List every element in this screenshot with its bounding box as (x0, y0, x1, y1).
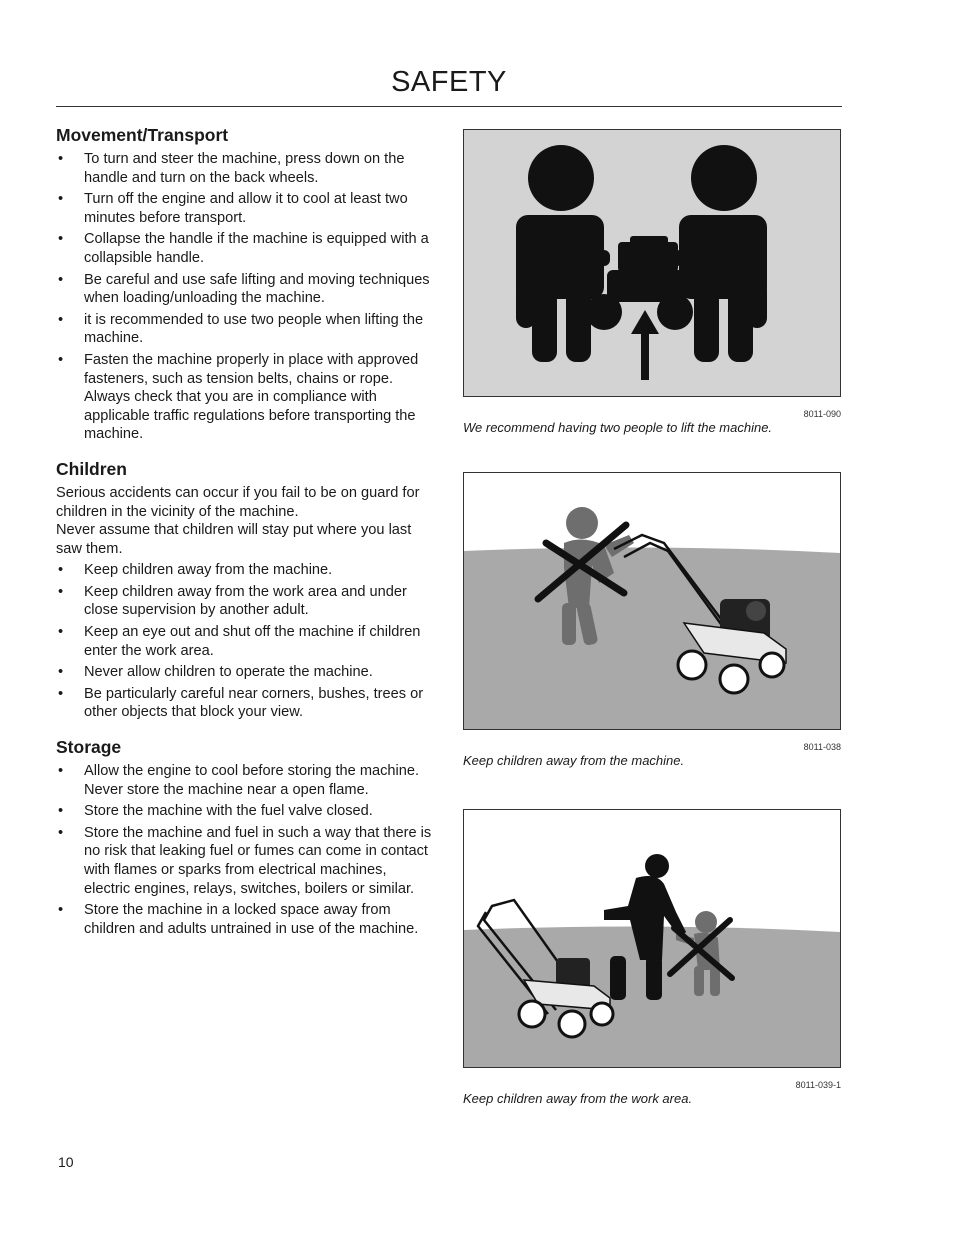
child-near-machine-illustration (464, 473, 840, 729)
bullet-marker: • (58, 311, 64, 328)
bullet-list (56, 561, 436, 722)
list-item-text: Fasten the machine properly in place with approved fasteners, such as tension belts, chains or rope. Always check that you are in compliance with applicable traffic regulations before transporting the machine. (84, 351, 419, 443)
figure-frame (463, 129, 841, 397)
list-item (56, 271, 436, 308)
bullet-marker: • (58, 351, 64, 368)
two-person-lift-illustration (464, 130, 840, 396)
list-item (56, 561, 436, 580)
list-item-text: Keep an eye out and shut off the machine if children enter the work area. (84, 624, 421, 659)
bullet-marker: • (58, 902, 64, 919)
bullet-marker: • (58, 664, 64, 681)
list-item (56, 623, 436, 660)
list-item (56, 685, 436, 722)
bullet-marker: • (58, 824, 64, 841)
section-storage (56, 736, 436, 938)
list-item-text: Keep children away from the machine. (84, 562, 333, 579)
bullet-list (56, 150, 436, 444)
list-item (56, 190, 436, 227)
figure-code: 8011-090 (803, 409, 841, 419)
list-item-text: Store the machine with the fuel valve closed. (84, 803, 373, 820)
figure-two-person-lift (463, 129, 841, 436)
text-column (56, 124, 436, 952)
list-item-text: Store the machine and fuel in such a way that there is no risk that leaking fuel or fumes can come in contact with flames or sparks from electrical machines, electric engines, relays, switches, boilers or similar. (84, 824, 432, 897)
list-item (56, 663, 436, 682)
bullet-marker: • (58, 803, 64, 820)
figure-caption: Keep children away from the machine. (463, 753, 685, 768)
bullet-marker: • (58, 624, 64, 641)
bullet-marker: • (58, 231, 64, 248)
bullet-list (56, 762, 436, 938)
paragraph: Never assume that children will stay put where you last saw them. (56, 522, 412, 557)
section-movement-transport (56, 124, 436, 444)
list-item-text: Never allow children to operate the machine. (84, 664, 373, 681)
bullet-marker: • (58, 191, 64, 208)
list-item (56, 150, 436, 187)
section-heading: Movement/Transport (56, 125, 229, 145)
section-heading: Children (56, 458, 127, 479)
list-item-text: Allow the engine to cool before storing the machine. Never store the machine near a open flame. (84, 763, 420, 798)
list-item (56, 762, 436, 799)
bullet-marker: • (58, 763, 64, 780)
bullet-marker: • (58, 583, 64, 600)
list-item (56, 802, 436, 821)
paragraph: Serious accidents can occur if you fail to be on guard for children in the vicinity of the machine. (56, 484, 420, 520)
figure-caption: Keep children away from the work area. (463, 1091, 693, 1106)
list-item-text: Be particularly careful near corners, bushes, trees or other objects that block your view. (84, 685, 424, 721)
list-item-text: Collapse the handle if the machine is equipped with a collapsible handle. (84, 231, 429, 266)
figure-code: 8011-038 (803, 742, 841, 752)
list-item-text: Be careful and use safe lifting and moving techniques when loading/unloading the machine. (84, 271, 430, 307)
list-item (56, 901, 436, 938)
list-item (56, 311, 436, 348)
figure-frame (463, 809, 841, 1068)
figure-child-work-area (463, 809, 841, 1107)
figure-caption: We recommend having two people to lift the machine. (463, 420, 773, 435)
list-item (56, 230, 436, 267)
page-number: 10 (58, 1154, 74, 1170)
list-item (56, 824, 436, 898)
bullet-marker: • (58, 562, 64, 579)
list-item-text: Turn off the engine and allow it to cool at least two minutes before transport. (84, 191, 408, 226)
title-divider (56, 106, 842, 107)
list-item-text: Store the machine in a locked space away from children and adults untrained in use of the machine. (84, 902, 419, 937)
bullet-marker: • (58, 685, 64, 702)
figure-code: 8011-039-1 (795, 1080, 841, 1090)
figure-frame (463, 472, 841, 730)
section-heading: Storage (56, 737, 122, 758)
list-item-text: it is recommended to use two people when lifting the machine. (84, 311, 424, 347)
list-item (56, 351, 436, 444)
bullet-marker: • (58, 151, 64, 167)
page-title: SAFETY (391, 66, 507, 98)
child-work-area-illustration (464, 810, 840, 1067)
figure-child-near-machine (463, 472, 841, 769)
section-children (56, 458, 436, 722)
bullet-marker: • (58, 271, 64, 288)
list-item-text: To turn and steer the machine, press down on the handle and turn on the back wheels. (84, 151, 405, 186)
list-item-text: Keep children away from the work area and under close supervision by another adult. (84, 583, 407, 619)
list-item (56, 583, 436, 620)
